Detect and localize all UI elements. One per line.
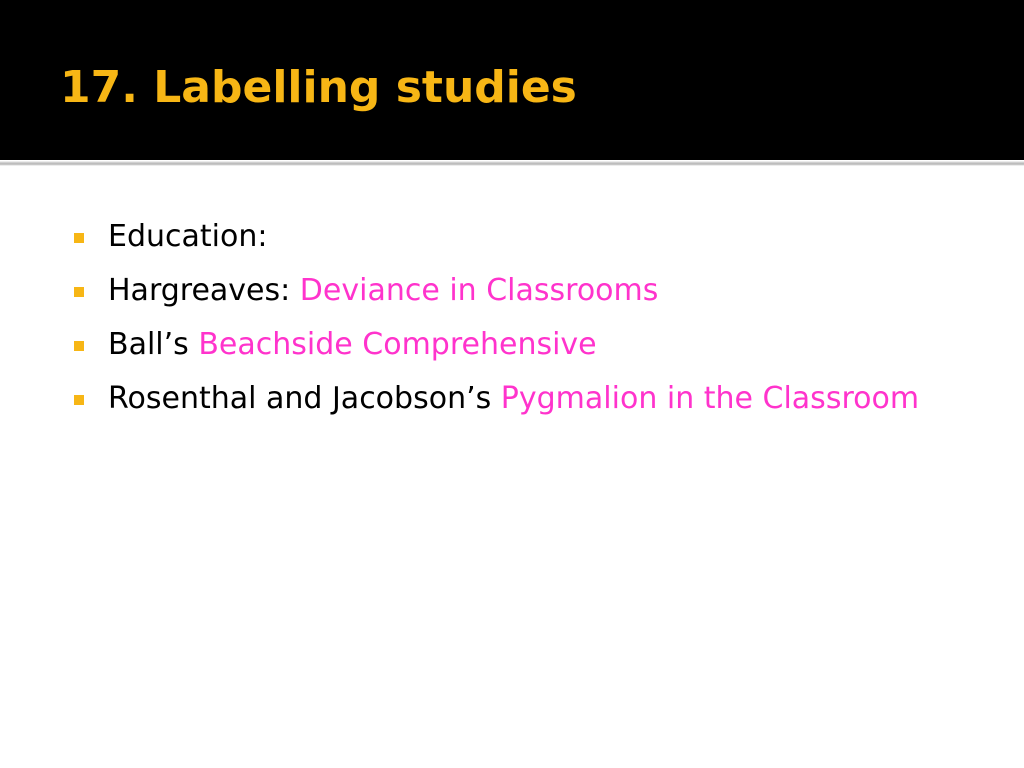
bullet-text: Education:: [108, 219, 268, 254]
bullet-highlight: Deviance in Classrooms: [299, 273, 659, 308]
square-bullet-icon: [74, 341, 84, 351]
bullet-item-ball: [70, 318, 950, 372]
bullet-item-hargreaves: [70, 264, 950, 318]
square-bullet-icon: [74, 233, 84, 243]
square-bullet-icon: [74, 395, 84, 405]
bullet-highlight: Pygmalion in the Classroom: [500, 381, 920, 416]
bullet-text: Rosenthal and Jacobson’s: [108, 381, 501, 416]
bullet-item-education: [70, 210, 950, 264]
bullet-highlight: Beachside Comprehensive: [198, 327, 597, 362]
bullet-text: Ball’s: [108, 327, 199, 362]
bullet-list: [70, 210, 950, 426]
title-divider: [0, 160, 1024, 166]
square-bullet-icon: [74, 287, 84, 297]
bullet-item-rosenthal-jacobson: [70, 372, 950, 426]
slide-title: 17. Labelling studies: [60, 62, 577, 113]
title-bar: [0, 0, 1024, 160]
bullet-text: Hargreaves:: [108, 273, 300, 308]
